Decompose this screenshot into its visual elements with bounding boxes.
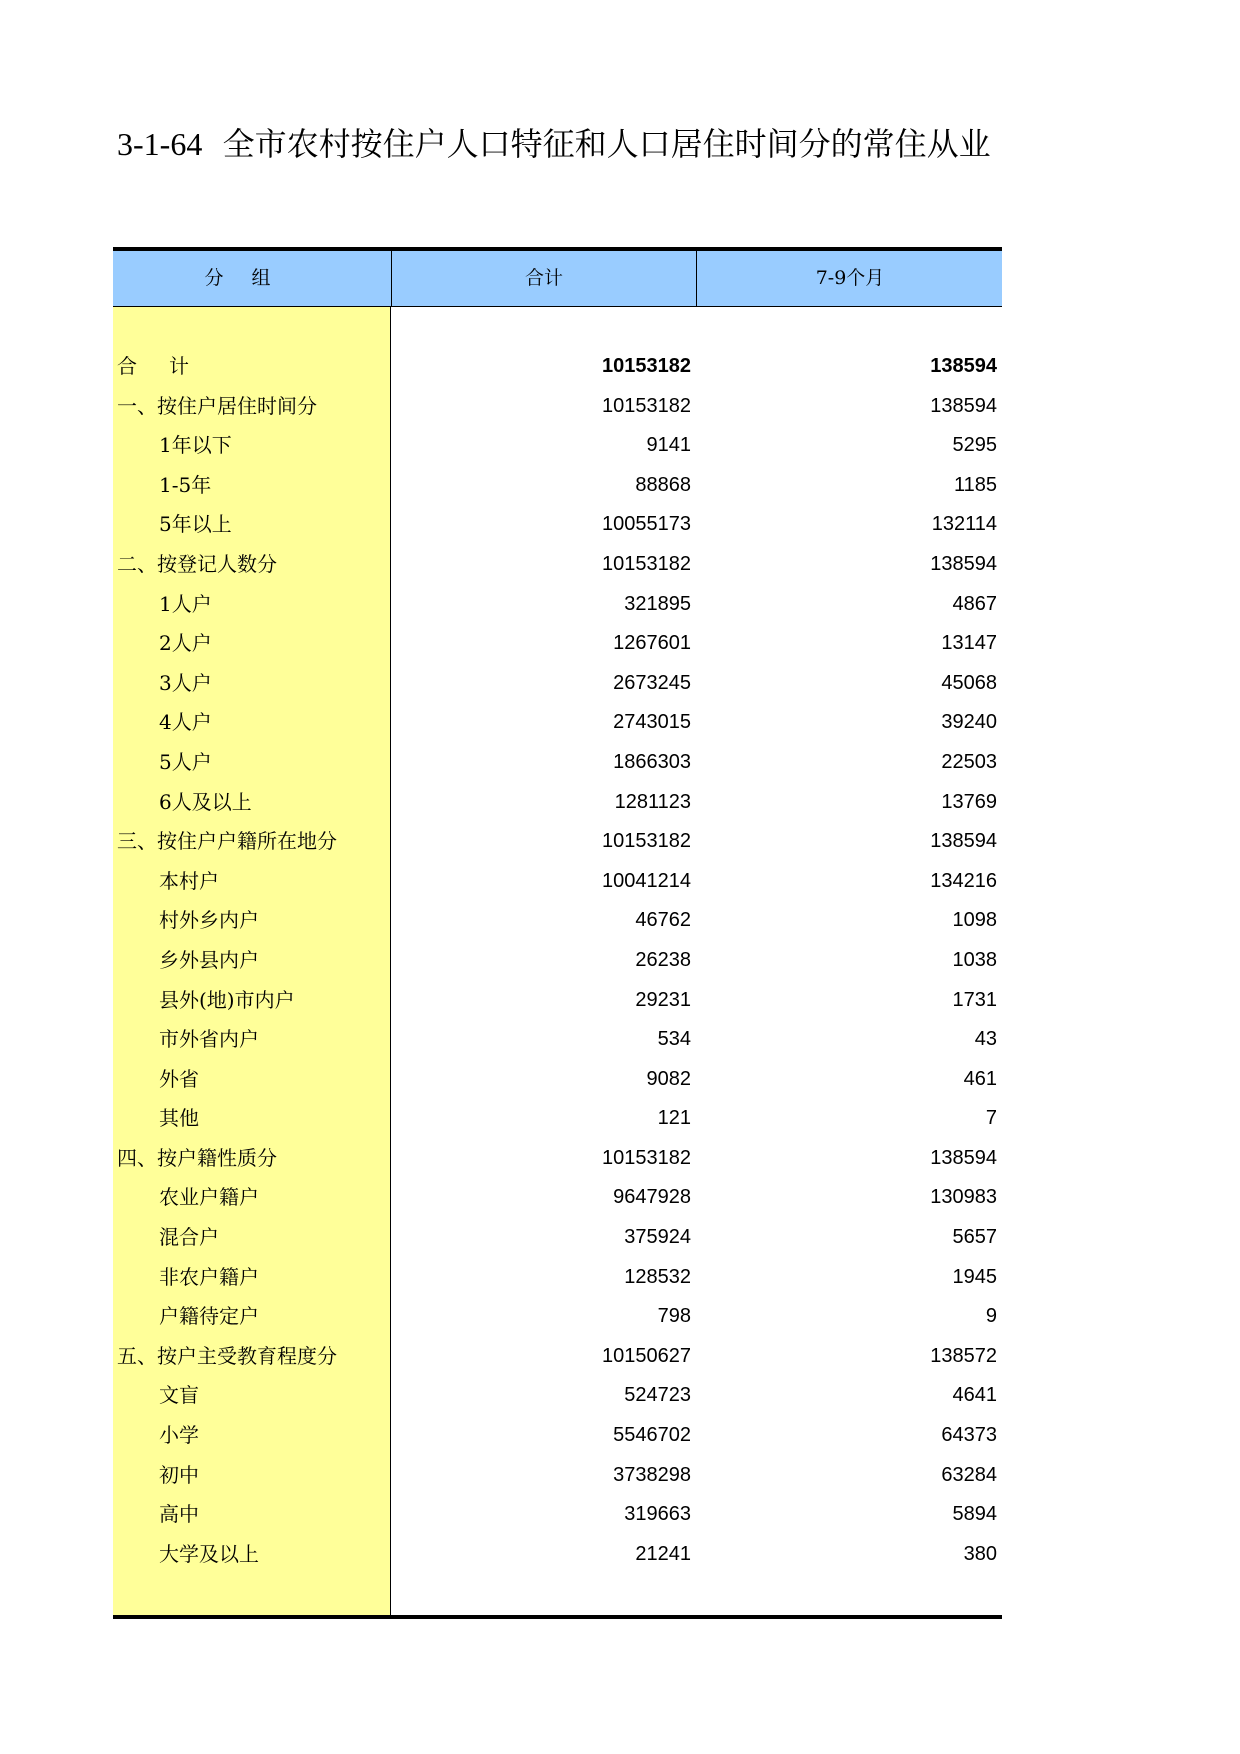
cell-7-9-months: 132114 xyxy=(931,513,997,536)
cell-total: 46762 xyxy=(635,909,691,932)
cell-7-9-months: 13769 xyxy=(941,790,997,813)
row-label: 五、按户主受教育程度分 xyxy=(117,1343,337,1368)
cell-7-9-months: 1731 xyxy=(952,988,997,1011)
table-row xyxy=(113,1258,1002,1298)
table-row xyxy=(113,545,1002,585)
table-row xyxy=(113,703,1002,743)
cell-total: 319663 xyxy=(624,1503,691,1526)
row-label: 二、按登记人数分 xyxy=(117,551,277,576)
table-row xyxy=(113,783,1002,823)
table-row xyxy=(113,387,1002,427)
cell-total: 375924 xyxy=(624,1226,691,1249)
header-7-9-months: 7-9个月 xyxy=(696,251,1003,306)
row-label: 其他 xyxy=(159,1106,199,1131)
row-label: 大学及以上 xyxy=(159,1541,259,1566)
row-label: 市外省内户 xyxy=(159,1027,259,1052)
cell-7-9-months: 130983 xyxy=(930,1186,997,1209)
cell-7-9-months: 138594 xyxy=(930,1146,997,1169)
cell-7-9-months: 7 xyxy=(985,1107,997,1130)
table-bottom-rule xyxy=(113,1615,1002,1619)
header-total: 合计 xyxy=(391,251,696,306)
row-label: 文盲 xyxy=(159,1383,199,1408)
table-body xyxy=(113,347,1002,1574)
row-label: 乡外县内户 xyxy=(159,947,259,972)
cell-7-9-months: 5657 xyxy=(952,1226,997,1249)
cell-7-9-months: 138594 xyxy=(930,394,997,417)
row-label: 户籍待定户 xyxy=(159,1304,259,1329)
table-title-text: 全市农村按住户人口特征和人口居住时间分的常住从业 xyxy=(222,125,991,163)
row-label: 1年以下 xyxy=(159,433,232,458)
row-label: 5人户 xyxy=(159,749,212,774)
table-row xyxy=(113,822,1002,862)
table-row xyxy=(113,1218,1002,1258)
cell-7-9-months: 13147 xyxy=(941,632,997,655)
row-label: 非农户籍户 xyxy=(159,1264,259,1289)
cell-total: 534 xyxy=(657,1028,691,1051)
cell-total: 3738298 xyxy=(613,1463,691,1486)
row-label: 6人及以上 xyxy=(159,789,252,814)
cell-7-9-months: 45068 xyxy=(941,671,997,694)
row-label: 1-5年 xyxy=(159,472,212,497)
cell-7-9-months: 22503 xyxy=(941,750,997,773)
cell-7-9-months: 138572 xyxy=(930,1344,997,1367)
row-label: 初中 xyxy=(159,1462,199,1487)
row-label: 4人户 xyxy=(159,710,212,735)
cell-7-9-months: 1945 xyxy=(952,1265,997,1288)
header-group: 分组 xyxy=(204,267,299,289)
table-row xyxy=(113,1297,1002,1337)
cell-total: 524723 xyxy=(624,1384,691,1407)
cell-7-9-months: 43 xyxy=(974,1028,997,1051)
table-row xyxy=(113,505,1002,545)
cell-total: 26238 xyxy=(635,948,691,971)
row-label: 2人户 xyxy=(159,631,212,656)
table-row xyxy=(113,1139,1002,1179)
cell-7-9-months: 4867 xyxy=(952,592,997,615)
cell-total: 9082 xyxy=(646,1067,691,1090)
cell-total: 5546702 xyxy=(613,1424,691,1447)
cell-total: 798 xyxy=(657,1305,691,1328)
row-label: 四、按户籍性质分 xyxy=(117,1145,277,1170)
row-label: 三、按住户户籍所在地分 xyxy=(117,829,337,854)
cell-7-9-months: 138594 xyxy=(930,552,997,575)
row-label: 混合户 xyxy=(159,1225,219,1250)
table-row xyxy=(113,941,1002,981)
cell-total: 21241 xyxy=(635,1542,691,1565)
cell-total: 10153182 xyxy=(602,830,691,853)
cell-total: 1281123 xyxy=(614,790,691,813)
row-label: 县外(地)市内户 xyxy=(159,987,295,1012)
cell-7-9-months: 4641 xyxy=(952,1384,997,1407)
table-row xyxy=(113,981,1002,1021)
table-row xyxy=(113,901,1002,941)
table-row xyxy=(113,1337,1002,1377)
row-label: 农业户籍户 xyxy=(159,1185,259,1210)
row-label: 村外乡内户 xyxy=(159,908,259,933)
cell-total: 10150627 xyxy=(602,1344,691,1367)
table-row xyxy=(113,664,1002,704)
row-label: 本村户 xyxy=(159,868,219,893)
cell-7-9-months: 63284 xyxy=(941,1463,997,1486)
table-row xyxy=(113,466,1002,506)
table-row xyxy=(113,1020,1002,1060)
cell-total: 10153182 xyxy=(602,552,691,575)
cell-total: 29231 xyxy=(635,988,691,1011)
table-number: 3-1-64 xyxy=(117,126,203,162)
cell-7-9-months: 39240 xyxy=(941,711,997,734)
table-header xyxy=(113,251,1002,307)
cell-7-9-months: 134216 xyxy=(930,869,997,892)
cell-7-9-months: 380 xyxy=(963,1542,997,1565)
row-label: 合计 xyxy=(117,354,221,378)
table-row xyxy=(113,426,1002,466)
cell-total: 9647928 xyxy=(613,1186,691,1209)
table-row xyxy=(113,1178,1002,1218)
cell-7-9-months: 1098 xyxy=(952,909,997,932)
cell-7-9-months: 1185 xyxy=(953,473,997,496)
cell-7-9-months: 64373 xyxy=(941,1424,997,1447)
cell-7-9-months: 5894 xyxy=(952,1503,997,1526)
table-row xyxy=(113,1495,1002,1535)
row-label: 小学 xyxy=(159,1423,199,1448)
cell-7-9-months: 138594 xyxy=(930,830,997,853)
row-label: 一、按住户居住时间分 xyxy=(117,393,317,418)
cell-7-9-months: 9 xyxy=(985,1305,997,1328)
cell-total: 2673245 xyxy=(613,671,691,694)
row-label: 外省 xyxy=(159,1066,199,1091)
cell-total: 128532 xyxy=(624,1265,691,1288)
cell-total: 10055173 xyxy=(602,513,691,536)
table-row xyxy=(113,624,1002,664)
table-row xyxy=(113,1535,1002,1575)
table-row xyxy=(113,1456,1002,1496)
table-row xyxy=(113,347,1002,387)
cell-total: 10153182 xyxy=(602,355,691,377)
cell-7-9-months: 138594 xyxy=(930,355,997,377)
cell-total: 1866303 xyxy=(613,750,691,773)
cell-total: 10153182 xyxy=(602,394,691,417)
cell-total: 321895 xyxy=(624,592,691,615)
table-row xyxy=(113,1376,1002,1416)
table-row xyxy=(113,1416,1002,1456)
cell-7-9-months: 1038 xyxy=(952,948,997,971)
cell-7-9-months: 461 xyxy=(963,1067,997,1090)
row-label: 1人户 xyxy=(159,591,212,616)
cell-total: 2743015 xyxy=(613,711,691,734)
page-title xyxy=(117,122,1002,166)
row-label: 5年以上 xyxy=(159,512,232,537)
cell-total: 88868 xyxy=(635,473,691,496)
row-label: 高中 xyxy=(159,1502,199,1527)
cell-total: 10041214 xyxy=(602,869,691,892)
row-label: 3人户 xyxy=(159,670,212,695)
table-row xyxy=(113,1060,1002,1100)
cell-7-9-months: 5295 xyxy=(952,434,997,457)
table-row xyxy=(113,862,1002,902)
table-row xyxy=(113,1099,1002,1139)
table-row xyxy=(113,743,1002,783)
cell-total: 9141 xyxy=(646,434,691,457)
cell-total: 10153182 xyxy=(602,1146,691,1169)
cell-total: 121 xyxy=(657,1107,691,1130)
table-row xyxy=(113,585,1002,625)
cell-total: 1267601 xyxy=(613,632,691,655)
